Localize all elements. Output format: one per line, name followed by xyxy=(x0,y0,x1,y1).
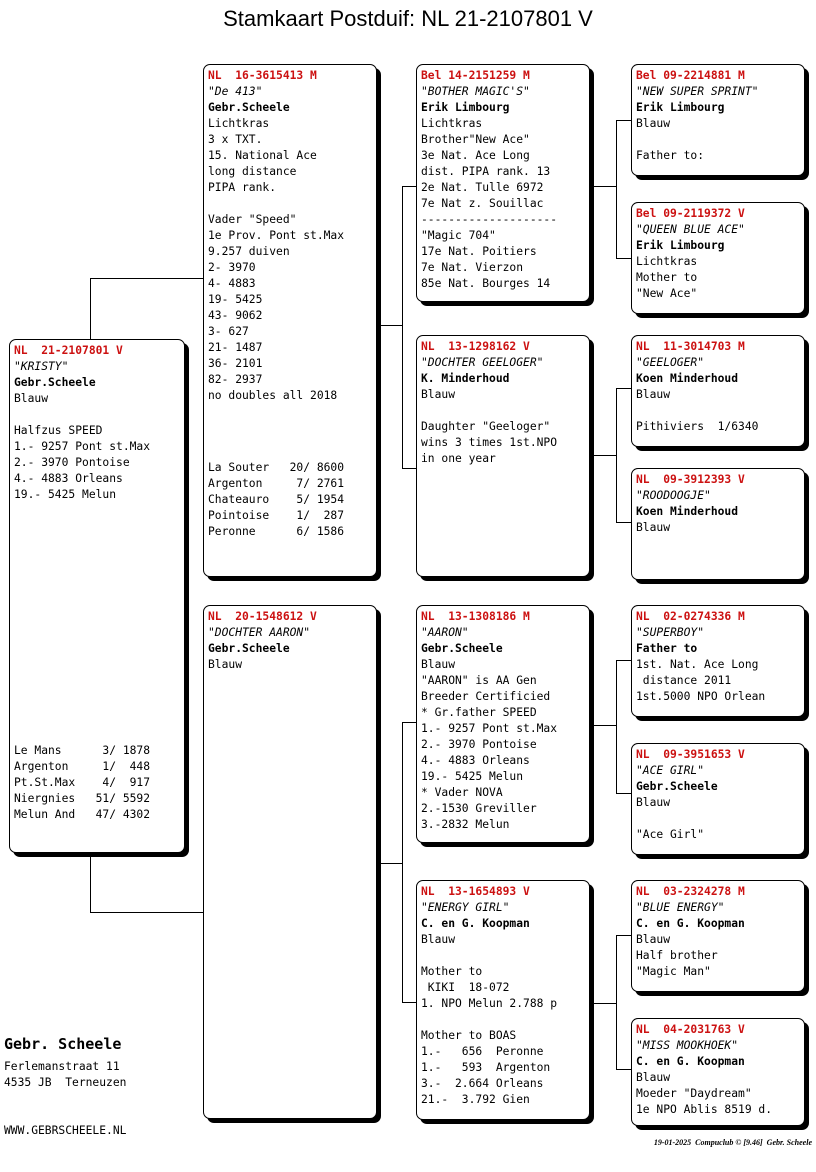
pigeon-name: "DOCHTER GEELOGER" xyxy=(421,356,544,369)
pigeon-name: "SUPERBOY" xyxy=(636,626,705,639)
connector xyxy=(616,935,617,1069)
info-line: Lichtkras xyxy=(208,117,270,130)
info-line: 21.- 3.792 Gien xyxy=(421,1093,530,1106)
info-line: Blauw xyxy=(14,392,49,405)
ring-number: NL 13-1298162 V xyxy=(421,340,530,353)
pigeon-card-dam xyxy=(203,605,377,1119)
connector xyxy=(616,1069,632,1070)
info-line: Breeder Certificied xyxy=(421,690,551,703)
info-line: KIKI 18-072 xyxy=(421,981,510,994)
info-line: in one year xyxy=(421,452,496,465)
ring-number: NL 16-3615413 M xyxy=(208,69,317,82)
info-line xyxy=(14,407,180,423)
info-line xyxy=(421,948,585,964)
connector xyxy=(616,120,632,121)
info-line: Brother"New Ace" xyxy=(421,133,530,146)
pigeon-card-sire-dam-dam xyxy=(631,468,805,580)
spacer xyxy=(14,503,180,743)
info-line: 1st. Nat. Ace Long xyxy=(636,658,759,671)
pigeon-name: "NEW SUPER SPRINT" xyxy=(636,85,759,98)
connector xyxy=(402,186,403,468)
info-line: Blauw xyxy=(636,521,671,534)
breeder: Gebr.Scheele xyxy=(636,780,718,793)
info-line: 82- 2937 xyxy=(208,373,263,386)
info-line: Lichtkras xyxy=(636,255,698,268)
pigeon-name: "QUEEN BLUE ACE" xyxy=(636,223,745,236)
info-line: 2- 3970 xyxy=(208,261,256,274)
pigeon-name: "ENERGY GIRL" xyxy=(421,901,510,914)
info-line: 1e NPO Ablis 8519 d. xyxy=(636,1103,773,1116)
connector xyxy=(616,258,632,259)
owner-name: Gebr. Scheele xyxy=(4,1035,122,1053)
info-line xyxy=(636,403,800,419)
info-line: dist. PIPA rank. 13 xyxy=(421,165,551,178)
info-line: Daughter "Geeloger" xyxy=(421,420,551,433)
pigeon-card-sire-sire-sire xyxy=(631,64,805,176)
info-line: Blauw xyxy=(636,933,671,946)
info-line: wins 3 times 1st.NPO xyxy=(421,436,558,449)
info-line: 19.- 5425 Melun xyxy=(14,488,117,501)
info-line: 36- 2101 xyxy=(208,357,263,370)
pigeon-card-sire-sire-dam xyxy=(631,202,805,314)
info-line: * Gr.father SPEED xyxy=(421,706,537,719)
connector xyxy=(402,722,403,1002)
info-line: 3e Nat. Ace Long xyxy=(421,149,530,162)
connector xyxy=(592,1003,616,1004)
result-line: Peronne 6/ 1586 xyxy=(208,525,345,538)
pigeon-card-dam-sire xyxy=(416,605,590,843)
info-line: "Magic 704" xyxy=(421,229,496,242)
info-line: 4.- 4883 Orleans xyxy=(14,472,123,485)
connector xyxy=(616,793,632,794)
info-line xyxy=(421,1012,585,1028)
info-line xyxy=(636,811,800,827)
info-line: PIPA rank. xyxy=(208,181,277,194)
connector xyxy=(616,388,632,389)
ring-number: Bel 09-2119372 V xyxy=(636,207,745,220)
info-line: 19- 5425 xyxy=(208,293,263,306)
connector xyxy=(90,852,91,912)
info-line xyxy=(421,403,585,419)
pigeon-card-sire-sire xyxy=(416,64,590,302)
pigeon-name: "ACE GIRL" xyxy=(636,764,705,777)
info-line: 1st.5000 NPO Orlean xyxy=(636,690,766,703)
info-line: "New Ace" xyxy=(636,287,698,300)
breeder: Father to xyxy=(636,642,698,655)
info-line: 2.-1530 Greviller xyxy=(421,802,537,815)
info-line: 17e Nat. Poitiers xyxy=(421,245,537,258)
result-line: Pt.St.Max 4/ 917 xyxy=(14,776,151,789)
info-line: 43- 9062 xyxy=(208,309,263,322)
pigeon-name: "BOTHER MAGIC'S" xyxy=(421,85,530,98)
breeder: K. Minderhoud xyxy=(421,372,510,385)
info-line xyxy=(208,196,372,212)
ring-number: NL 02-0274336 M xyxy=(636,610,745,623)
owner-address-city: 4535 JB Terneuzen xyxy=(4,1076,127,1089)
ring-number: Bel 14-2151259 M xyxy=(421,69,530,82)
info-line: 1.- 593 Argenton xyxy=(421,1061,551,1074)
spacer xyxy=(208,404,372,460)
result-line: Pointoise 1/ 287 xyxy=(208,509,345,522)
pigeon-card-subject xyxy=(9,339,185,853)
breeder: Erik Limbourg xyxy=(636,239,725,252)
connector xyxy=(616,388,617,522)
connector xyxy=(616,935,632,936)
connector xyxy=(616,660,632,661)
info-line: Blauw xyxy=(636,796,671,809)
pigeon-card-dam-dam-dam xyxy=(631,1018,805,1126)
info-line: Lichtkras xyxy=(421,117,483,130)
pigeon-card-dam-dam-sire xyxy=(631,880,805,992)
connector xyxy=(90,912,204,913)
ring-number: NL 20-1548612 V xyxy=(208,610,317,623)
info-line: distance 2011 xyxy=(636,674,732,687)
connector xyxy=(592,455,616,456)
connector xyxy=(378,863,402,864)
info-line: 9.257 duiven xyxy=(208,245,290,258)
info-line: 85e Nat. Bourges 14 xyxy=(421,277,551,290)
breeder: Erik Limbourg xyxy=(636,101,725,114)
page-title: Stamkaart Postduif: NL 21-2107801 V xyxy=(223,6,593,31)
info-line: 3- 627 xyxy=(208,325,249,338)
info-line: 2e Nat. Tulle 6972 xyxy=(421,181,544,194)
info-line: 1. NPO Melun 2.788 p xyxy=(421,997,558,1010)
pigeon-card-sire-dam-sire xyxy=(631,335,805,447)
info-line: -------------------- xyxy=(421,213,558,226)
ring-number: NL 04-2031763 V xyxy=(636,1023,745,1036)
breeder: C. en G. Koopman xyxy=(636,917,745,930)
website-link[interactable]: WWW.GEBRSCHEELE.NL xyxy=(4,1124,127,1137)
info-line: 21- 1487 xyxy=(208,341,263,354)
info-line: 1.- 9257 Pont st.Max xyxy=(421,722,558,735)
pigeon-card-dam-sire-dam xyxy=(631,743,805,855)
breeder: Gebr.Scheele xyxy=(208,101,290,114)
ring-number: NL 11-3014703 M xyxy=(636,340,745,353)
result-line: Melun And 47/ 4302 xyxy=(14,808,151,821)
ring-number: Bel 09-2214881 M xyxy=(636,69,745,82)
info-line: 3.-2832 Melun xyxy=(421,818,510,831)
pigeon-card-sire-dam xyxy=(416,335,590,577)
info-line: 2.- 3970 Pontoise xyxy=(14,456,130,469)
info-line: "Magic Man" xyxy=(636,965,711,978)
info-line: Blauw xyxy=(636,117,671,130)
info-line: Father to: xyxy=(636,149,705,162)
connector xyxy=(90,278,204,279)
info-line: 4.- 4883 Orleans xyxy=(421,754,530,767)
pigeon-card-sire xyxy=(203,64,377,577)
result-line: Le Mans 3/ 1878 xyxy=(14,744,151,757)
ring-number: NL 13-1654893 V xyxy=(421,885,530,898)
breeder: C. en G. Koopman xyxy=(421,917,530,930)
pigeon-name: "GEELOGER" xyxy=(636,356,705,369)
connector xyxy=(616,660,617,793)
info-line: 7e Nat z. Souillac xyxy=(421,197,544,210)
breeder: Koen Minderhoud xyxy=(636,505,739,518)
info-line: 3.- 2.664 Orleans xyxy=(421,1077,544,1090)
connector xyxy=(616,120,617,258)
info-line: Moeder "Daydream" xyxy=(636,1087,752,1100)
pigeon-card-dam-sire-sire xyxy=(631,605,805,717)
pigeon-name: "MISS MOOKHOEK" xyxy=(636,1039,739,1052)
result-line: Argenton 7/ 2761 xyxy=(208,477,345,490)
pigeon-name: "KRISTY" xyxy=(14,360,69,373)
info-line xyxy=(636,132,800,148)
info-line: 1.- 656 Peronne xyxy=(421,1045,544,1058)
info-line: 19.- 5425 Melun xyxy=(421,770,524,783)
footer-credit: 19-01-2025 Compuclub © [9.46] Gebr. Scheele xyxy=(653,1138,812,1147)
pigeon-name: "BLUE ENERGY" xyxy=(636,901,725,914)
info-line: Pithiviers 1/6340 xyxy=(636,420,759,433)
ring-number: NL 21-2107801 V xyxy=(14,344,123,357)
info-line: 3 x TXT. xyxy=(208,133,263,146)
info-line: Blauw xyxy=(636,1071,671,1084)
breeder: Erik Limbourg xyxy=(421,101,510,114)
result-line: Niergnies 51/ 5592 xyxy=(14,792,151,805)
pigeon-card-dam-dam xyxy=(416,880,590,1120)
info-line: Vader "Speed" xyxy=(208,213,297,226)
ring-number: NL 09-3951653 V xyxy=(636,748,745,761)
pigeon-name: "AARON" xyxy=(421,626,469,639)
info-line: Blauw xyxy=(636,388,671,401)
info-line: 15. National Ace xyxy=(208,149,317,162)
info-line: Halfzus SPEED xyxy=(14,424,103,437)
info-line: long distance xyxy=(208,165,297,178)
info-line: Mother to xyxy=(636,271,698,284)
connector xyxy=(616,522,632,523)
connector xyxy=(592,186,616,187)
breeder: Gebr.Scheele xyxy=(421,642,503,655)
pigeon-name: "DOCHTER AARON" xyxy=(208,626,311,639)
info-line: Mother to BOAS xyxy=(421,1029,517,1042)
info-line: 2.- 3970 Pontoise xyxy=(421,738,537,751)
connector xyxy=(90,278,91,340)
ring-number: NL 09-3912393 V xyxy=(636,473,745,486)
info-line: no doubles all 2018 xyxy=(208,389,338,402)
info-line: 1.- 9257 Pont st.Max xyxy=(14,440,151,453)
breeder: C. en G. Koopman xyxy=(636,1055,745,1068)
result-line: Argenton 1/ 448 xyxy=(14,760,151,773)
ring-number: NL 03-2324278 M xyxy=(636,885,745,898)
info-line: "Ace Girl" xyxy=(636,828,705,841)
result-line: Chateauro 5/ 1954 xyxy=(208,493,345,506)
connector xyxy=(378,325,402,326)
info-line: Blauw xyxy=(421,388,456,401)
info-line: 1e Prov. Pont st.Max xyxy=(208,229,345,242)
breeder: Koen Minderhoud xyxy=(636,372,739,385)
info-line: Blauw xyxy=(208,658,243,671)
info-line: Blauw xyxy=(421,933,456,946)
breeder: Gebr.Scheele xyxy=(14,376,96,389)
info-line: Half brother xyxy=(636,949,718,962)
ring-number: NL 13-1308186 M xyxy=(421,610,530,623)
info-line: "AARON" is AA Gen xyxy=(421,674,537,687)
info-line: 7e Nat. Vierzon xyxy=(421,261,524,274)
info-line: 4- 4883 xyxy=(208,277,256,290)
connector xyxy=(592,725,616,726)
result-line: La Souter 20/ 8600 xyxy=(208,461,345,474)
pigeon-name: "ROODOOGJE" xyxy=(636,489,711,502)
info-line: Mother to xyxy=(421,965,483,978)
owner-address-street: Ferlemanstraat 11 xyxy=(4,1060,120,1073)
breeder: Gebr.Scheele xyxy=(208,642,290,655)
info-line: Blauw xyxy=(421,658,456,671)
info-line: * Vader NOVA xyxy=(421,786,503,799)
pigeon-name: "De 413" xyxy=(208,85,263,98)
